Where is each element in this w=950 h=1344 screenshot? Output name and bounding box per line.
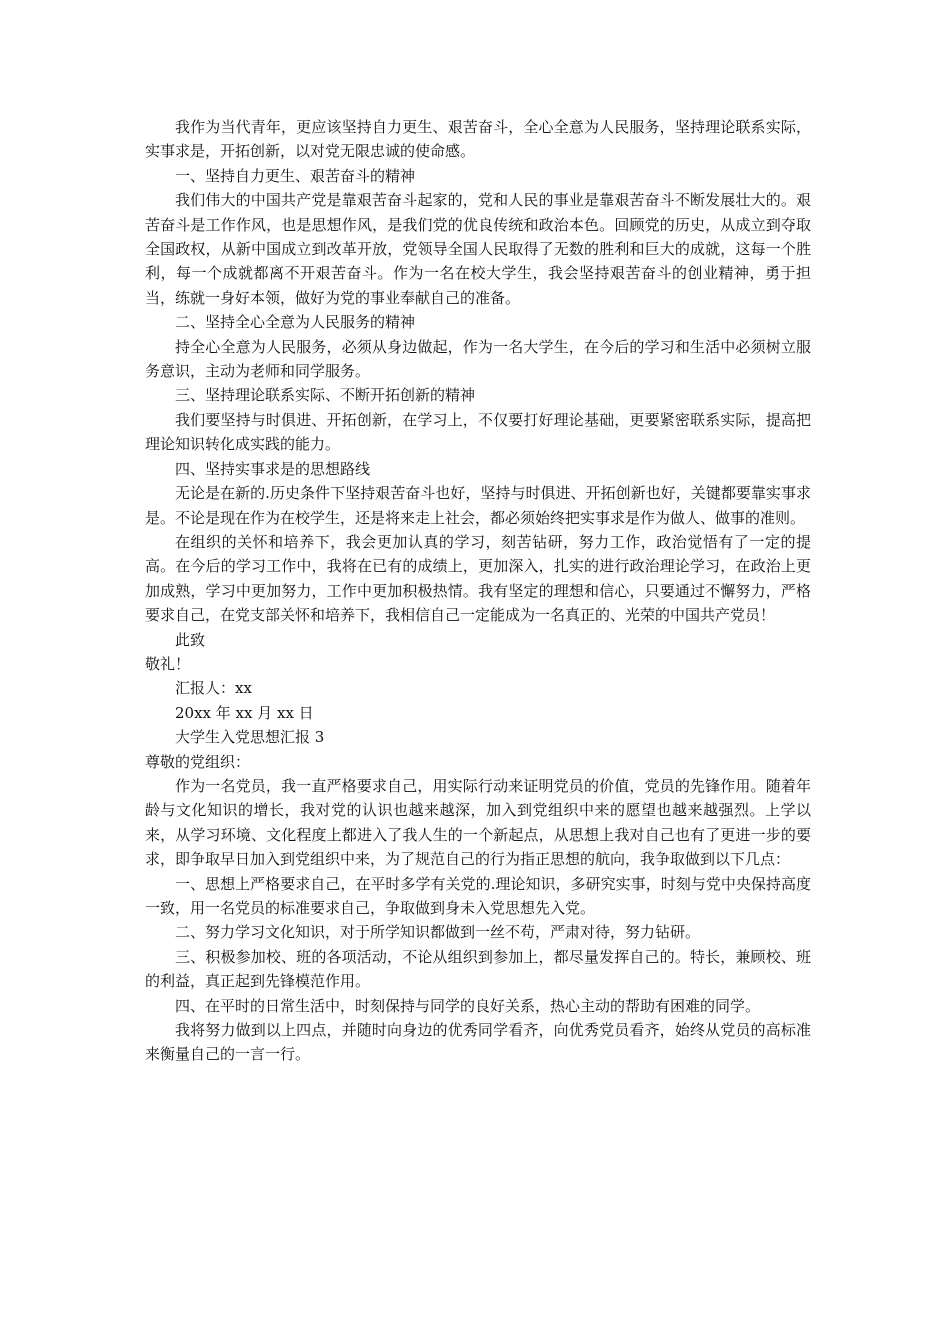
section-heading-3: 三、坚持理论联系实际、不断开拓创新的精神 [175,386,476,405]
report-title: 大学生入党思想汇报 3 [175,728,325,747]
section-heading-1: 一、坚持自力更生、艰苦奋斗的精神 [175,166,416,185]
paragraph: 作为一名党员，我一直严格要求自己，用实际行动来证明党员的价值，党员的先锋作用。随着年龄与文化知识的增长，我对党的认识也越来越深，加入到党组织中来的愿望也越来越强烈。上学以来，从学习环境、文化程度上都进入了我人生的一个新起点，从思想上我对自己也有了更进一步的要求，即争取早日加入到党组织中来，为了规范自己的行为指正思想的航向，我争取做到以下几点： [145,776,811,869]
document-body [145,115,811,1067]
paragraph: 无论是在新的.历史条件下坚持艰苦奋斗也好，坚持与时俱进、开拓创新也好，关键都要靠实事求是。不论是现在作为在校学生，还是将来走上社会，都必须始终把实事求是作为做人、做事的准则。 [145,484,811,527]
closing-regards: 敬礼！ [145,654,191,673]
reporter-signature: 汇报人：xx [175,679,252,698]
point-3: 三、积极参加校、班的各项活动，不论从组织到参加上，都尽量发挥自己的。特长，兼顾校、班的利益，真正起到先锋模范作用。 [145,947,811,991]
point-4: 四、在平时的日常生活中，时刻保持与同学的良好关系，热心主动的帮助有困难的同学。 [175,996,761,1015]
point-1: 一、思想上严格要求自己，在平时多学有关党的.理论知识，多研究实事，时刻与党中央保持高度一致，用一名党员的标准要求自己，争取做到身未入党思想先入党。 [145,874,811,917]
paragraph: 在组织的关怀和培养下，我会更加认真的学习，刻苦钻研，努力工作，政治觉悟有了一定的提高。在今后的学习工作中，我将在已有的成绩上，更加深入，扎实的进行政治理论学习，在政治上更加成熟，学习中更加努力，工作中更加积极热情。我有坚定的理想和信心，只要通过不懈努力，严格要求自己，在党支部关怀和培养下，我相信自己一定能成为一名真正的、光荣的中国共产党员！ [145,532,811,625]
paragraph: 持全心全意为人民服务，必须从身边做起，作为一名大学生，在今后的学习和生活中必须树立服务意识，主动为老师和同学服务。 [145,337,811,381]
point-2: 二、努力学习文化知识，对于所学知识都做到一丝不苟，严肃对待，努力钻研。 [175,923,701,942]
paragraph: 我们伟大的中国共产党是靠艰苦奋斗起家的，党和人民的事业是靠艰苦奋斗不断发展壮大的。艰苦奋斗是工作作风，也是思想作风，是我们党的优良传统和政治本色。回顾党的历史，从成立到夺取全国政权，从新中国成立到改革开放，党领导全国人民取得了无数的胜利和巨大的成就，这每一个胜利，每一个成就都离不开艰苦奋斗。作为一名在校大学生，我会坚持艰苦奋斗的创业精神，勇于担当，练就一身好本领，做好为党的事业奉献自己的准备。 [145,191,811,307]
section-heading-2: 二、坚持全心全意为人民服务的精神 [175,313,416,332]
paragraph-intro: 我作为当代青年，更应该坚持自力更生、艰苦奋斗，全心全意为人民服务，坚持理论联系实际，实事求是，开拓创新，以对党无限忠诚的使命感。 [145,118,811,161]
paragraph-conclusion: 我将努力做到以上四点，并随时向身边的优秀同学看齐，向优秀党员看齐，始终从党员的高标准来衡量自己的一言一行。 [145,1021,811,1064]
closing-salutation: 此致 [175,630,206,649]
greeting: 尊敬的党组织： [145,752,251,771]
section-heading-4: 四、坚持实事求是的思想路线 [175,459,371,478]
report-date: 20xx 年 xx 月 xx 日 [175,703,314,722]
paragraph: 我们要坚持与时俱进、开拓创新，在学习上，不仅要打好理论基础，更要紧密联系实际，提高把理论知识转化成实践的能力。 [145,410,811,454]
